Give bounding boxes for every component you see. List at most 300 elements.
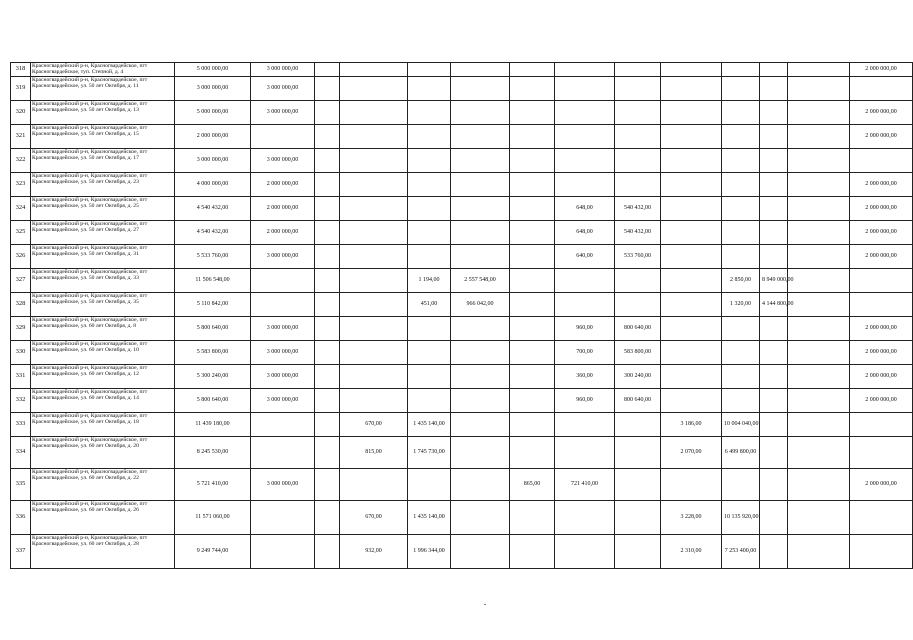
value-cell [451, 197, 510, 221]
value-cell [510, 389, 555, 413]
address-cell: Красногвардейский р-н, Красногвардейское, пгт Красногвардейское, ул. 60 лет Октября, д. 10 [31, 341, 175, 365]
value-cell: 932,00 [340, 535, 408, 569]
value-cell [340, 197, 408, 221]
value-cell [788, 63, 850, 77]
row-number: 318 [11, 63, 31, 77]
value-cell: 3 000 000,00 [251, 469, 315, 501]
value-cell [510, 317, 555, 341]
row-number: 331 [11, 365, 31, 389]
value-cell [850, 269, 913, 293]
table-row [11, 197, 913, 221]
value-cell: 670,00 [340, 413, 408, 437]
address-cell: Красногвардейский р-н, Красногвардейское, пгт Красногвардейское, ул. 50 лет Октября, д. 17 [31, 149, 175, 173]
value-cell [315, 389, 340, 413]
value-cell: 5 800 640,00 [175, 317, 251, 341]
value-cell: 2 557 548,00 [451, 269, 510, 293]
value-cell [850, 501, 913, 535]
value-cell: 300 240,00 [615, 365, 661, 389]
value-cell [315, 197, 340, 221]
value-cell [510, 63, 555, 77]
value-cell [760, 221, 788, 245]
value-cell: 3 000 000,00 [175, 149, 251, 173]
value-cell [661, 389, 722, 413]
table-row [11, 341, 913, 365]
value-cell: 648,00 [555, 197, 615, 221]
table-row [11, 469, 913, 501]
value-cell [510, 365, 555, 389]
value-cell: 800 640,00 [615, 317, 661, 341]
value-cell [408, 389, 451, 413]
value-cell [315, 101, 340, 125]
value-cell: 5 000 000,00 [175, 101, 251, 125]
value-cell: 533 760,00 [615, 245, 661, 269]
value-cell [615, 63, 661, 77]
value-cell [722, 221, 760, 245]
value-cell [722, 341, 760, 365]
value-cell [760, 469, 788, 501]
value-cell [760, 501, 788, 535]
value-cell [850, 293, 913, 317]
table-row [11, 535, 913, 569]
value-cell [788, 221, 850, 245]
value-cell [661, 341, 722, 365]
table-row [11, 245, 913, 269]
value-cell: 1 435 140,00 [408, 413, 451, 437]
value-cell [661, 293, 722, 317]
value-cell [555, 63, 615, 77]
value-cell [340, 101, 408, 125]
table-row [11, 269, 913, 293]
value-cell [615, 437, 661, 469]
value-cell [661, 173, 722, 197]
value-cell [315, 245, 340, 269]
table-row [11, 125, 913, 149]
value-cell [722, 245, 760, 269]
value-cell: 2 000 000,00 [850, 245, 913, 269]
value-cell [850, 149, 913, 173]
value-cell: 8 949 000,00 [760, 269, 788, 293]
value-cell [555, 77, 615, 101]
value-cell: 2 000 000,00 [251, 197, 315, 221]
value-cell [451, 221, 510, 245]
value-cell [661, 77, 722, 101]
value-cell [850, 77, 913, 101]
value-cell: 2 000 000,00 [850, 389, 913, 413]
value-cell [315, 77, 340, 101]
value-cell [451, 469, 510, 501]
value-cell: 4 540 432,00 [175, 197, 251, 221]
address-cell: Красногвардейский р-н, Красногвардейское, пгт Красногвардейское, ул. 60 лет Октября, д. 14 [31, 389, 175, 413]
value-cell [510, 197, 555, 221]
value-cell [850, 413, 913, 437]
value-cell [615, 535, 661, 569]
value-cell: 2 000 000,00 [850, 101, 913, 125]
value-cell [340, 365, 408, 389]
value-cell [315, 469, 340, 501]
value-cell: 3 000 000,00 [251, 389, 315, 413]
row-number: 327 [11, 269, 31, 293]
value-cell: 2 000 000,00 [850, 365, 913, 389]
value-cell [451, 535, 510, 569]
value-cell [788, 293, 850, 317]
value-cell [510, 245, 555, 269]
value-cell: 2 000 000,00 [850, 125, 913, 149]
value-cell [850, 535, 913, 569]
value-cell: 11 571 060,00 [175, 501, 251, 535]
value-cell [451, 501, 510, 535]
value-cell: 5 583 800,00 [175, 341, 251, 365]
value-cell: 640,00 [555, 245, 615, 269]
value-cell [615, 469, 661, 501]
address-cell: Красногвардейский р-н, Красногвардейское, пгт Красногвардейское, ул. 60 лет Октября, д. 22 [31, 469, 175, 501]
value-cell [722, 77, 760, 101]
table-row [11, 317, 913, 341]
value-cell: 2 070,00 [661, 437, 722, 469]
value-cell: 4 540 432,00 [175, 221, 251, 245]
value-cell [615, 413, 661, 437]
value-cell [451, 389, 510, 413]
value-cell [788, 125, 850, 149]
row-number: 321 [11, 125, 31, 149]
value-cell: 3 000 000,00 [175, 77, 251, 101]
value-cell [315, 63, 340, 77]
address-cell: Красногвардейский р-н, Красногвардейское, пгт Красногвардейское, ул. 50 лет Октября, д. 23 [31, 173, 175, 197]
address-cell: Красногвардейский р-н, Красногвардейское, пгт Красногвардейское, ул. 50 лет Октября, д. 25 [31, 197, 175, 221]
value-cell [451, 413, 510, 437]
value-cell [661, 245, 722, 269]
value-cell [451, 245, 510, 269]
row-number: 328 [11, 293, 31, 317]
value-cell [788, 365, 850, 389]
value-cell [251, 437, 315, 469]
value-cell [510, 101, 555, 125]
document-page [10, 62, 897, 569]
table-row [11, 77, 913, 101]
value-cell: 6 499 800,00 [722, 437, 760, 469]
address-cell: Красногвардейский р-н, Красногвардейское, пгт Красногвардейское, ул. 60 лет Октября, д. 18 [31, 413, 175, 437]
value-cell: 5 110 842,00 [175, 293, 251, 317]
value-cell [722, 197, 760, 221]
row-number: 330 [11, 341, 31, 365]
table-body [11, 63, 913, 569]
address-cell: Красногвардейский р-н, Красногвардейское, пгт Красногвардейское, ул. 50 лет Октября, д. 31 [31, 245, 175, 269]
address-cell: Красногвардейский р-н, Красногвардейское, пгт Красногвардейское, туп. Степной, д. 4 [31, 63, 175, 77]
value-cell [510, 125, 555, 149]
value-cell [760, 535, 788, 569]
value-cell [251, 269, 315, 293]
address-cell: Красногвардейский р-н, Красногвардейское, пгт Красногвардейское, ул. 60 лет Октября, д. 26 [31, 501, 175, 535]
value-cell [788, 245, 850, 269]
value-cell [408, 341, 451, 365]
value-cell [788, 197, 850, 221]
value-cell [451, 149, 510, 173]
value-cell [315, 149, 340, 173]
value-cell [408, 125, 451, 149]
scan-speck [484, 604, 486, 605]
value-cell [251, 293, 315, 317]
value-cell [760, 173, 788, 197]
value-cell [555, 173, 615, 197]
value-cell [315, 173, 340, 197]
value-cell: 10 004 040,00 [722, 413, 760, 437]
value-cell [408, 245, 451, 269]
value-cell [661, 469, 722, 501]
value-cell [661, 63, 722, 77]
value-cell: 3 000 000,00 [251, 77, 315, 101]
value-cell: 2 310,00 [661, 535, 722, 569]
value-cell [315, 341, 340, 365]
value-cell: 2 000 000,00 [850, 469, 913, 501]
value-cell [408, 63, 451, 77]
value-cell: 1 745 730,00 [408, 437, 451, 469]
row-number: 335 [11, 469, 31, 501]
table-row [11, 437, 913, 469]
value-cell: 4 000 000,00 [175, 173, 251, 197]
value-cell [661, 269, 722, 293]
value-cell: 2 000 000,00 [251, 221, 315, 245]
value-cell [451, 173, 510, 197]
address-cell: Красногвардейский р-н, Красногвардейское, пгт Красногвардейское, ул. 50 лет Октября, д. 15 [31, 125, 175, 149]
value-cell [760, 63, 788, 77]
value-cell [788, 469, 850, 501]
value-cell [408, 77, 451, 101]
table-row [11, 501, 913, 535]
value-cell [408, 469, 451, 501]
value-cell [788, 501, 850, 535]
value-cell [722, 125, 760, 149]
row-number: 323 [11, 173, 31, 197]
value-cell: 2 850,00 [722, 269, 760, 293]
value-cell [510, 149, 555, 173]
value-cell [788, 535, 850, 569]
value-cell [340, 469, 408, 501]
value-cell: 2 000 000,00 [175, 125, 251, 149]
value-cell [510, 535, 555, 569]
value-cell: 5 800 640,00 [175, 389, 251, 413]
table-row [11, 173, 913, 197]
address-cell: Красногвардейский р-н, Красногвардейское, пгт Красногвардейское, ул. 50 лет Октября, д. 11 [31, 77, 175, 101]
value-cell: 648,00 [555, 221, 615, 245]
value-cell: 540 432,00 [615, 197, 661, 221]
value-cell [788, 389, 850, 413]
row-number: 326 [11, 245, 31, 269]
value-cell: 721 410,00 [555, 469, 615, 501]
value-cell [408, 197, 451, 221]
value-cell: 451,00 [408, 293, 451, 317]
value-cell: 3 000 000,00 [251, 341, 315, 365]
row-number: 333 [11, 413, 31, 437]
value-cell [788, 437, 850, 469]
address-cell: Красногвардейский р-н, Красногвардейское, пгт Красногвардейское, ул. 60 лет Октября, д. 20 [31, 437, 175, 469]
value-cell: 7 253 400,00 [722, 535, 760, 569]
value-cell [340, 317, 408, 341]
value-cell [510, 293, 555, 317]
value-cell [451, 341, 510, 365]
value-cell: 1 435 140,00 [408, 501, 451, 535]
value-cell: 3 000 000,00 [251, 149, 315, 173]
value-cell [555, 125, 615, 149]
value-cell [451, 365, 510, 389]
row-number: 329 [11, 317, 31, 341]
row-number: 325 [11, 221, 31, 245]
value-cell [661, 317, 722, 341]
value-cell: 3 000 000,00 [251, 63, 315, 77]
value-cell [315, 501, 340, 535]
value-cell [722, 63, 760, 77]
works-table [10, 62, 913, 569]
value-cell: 10 135 920,00 [722, 501, 760, 535]
value-cell: 1 320,00 [722, 293, 760, 317]
value-cell: 540 432,00 [615, 221, 661, 245]
value-cell [760, 413, 788, 437]
value-cell [340, 221, 408, 245]
value-cell [315, 293, 340, 317]
value-cell [408, 317, 451, 341]
value-cell [615, 101, 661, 125]
value-cell [661, 197, 722, 221]
value-cell [760, 101, 788, 125]
value-cell: 5 721 410,00 [175, 469, 251, 501]
value-cell [340, 245, 408, 269]
value-cell [760, 245, 788, 269]
value-cell [661, 365, 722, 389]
value-cell [760, 365, 788, 389]
value-cell [722, 469, 760, 501]
value-cell: 865,00 [510, 469, 555, 501]
value-cell: 3 000 000,00 [251, 365, 315, 389]
value-cell [315, 125, 340, 149]
value-cell [510, 269, 555, 293]
value-cell [408, 365, 451, 389]
value-cell: 966 042,00 [451, 293, 510, 317]
value-cell [615, 125, 661, 149]
value-cell [555, 293, 615, 317]
value-cell: 8 245 530,00 [175, 437, 251, 469]
value-cell [451, 101, 510, 125]
value-cell [510, 173, 555, 197]
value-cell [451, 125, 510, 149]
value-cell [251, 535, 315, 569]
value-cell [451, 437, 510, 469]
value-cell [615, 293, 661, 317]
value-cell [451, 63, 510, 77]
value-cell: 700,00 [555, 341, 615, 365]
value-cell [615, 269, 661, 293]
value-cell [722, 101, 760, 125]
value-cell [408, 173, 451, 197]
value-cell [340, 293, 408, 317]
value-cell: 5 533 760,00 [175, 245, 251, 269]
value-cell [251, 501, 315, 535]
value-cell [510, 437, 555, 469]
value-cell [315, 365, 340, 389]
value-cell: 960,00 [555, 317, 615, 341]
value-cell [722, 149, 760, 173]
value-cell: 583 800,00 [615, 341, 661, 365]
value-cell [760, 317, 788, 341]
value-cell [510, 221, 555, 245]
value-cell [788, 77, 850, 101]
value-cell [722, 365, 760, 389]
value-cell [615, 149, 661, 173]
value-cell [722, 317, 760, 341]
value-cell: 2 000 000,00 [251, 173, 315, 197]
value-cell [615, 173, 661, 197]
value-cell: 3 000 000,00 [251, 245, 315, 269]
value-cell [340, 149, 408, 173]
value-cell: 2 000 000,00 [850, 197, 913, 221]
value-cell [722, 173, 760, 197]
value-cell [615, 77, 661, 101]
value-cell [510, 413, 555, 437]
address-cell: Красногвардейский р-н, Красногвардейское, пгт Красногвардейское, ул. 60 лет Октября, д. 28 [31, 535, 175, 569]
table-row [11, 413, 913, 437]
value-cell: 2 000 000,00 [850, 341, 913, 365]
value-cell [661, 101, 722, 125]
value-cell: 3 228,00 [661, 501, 722, 535]
value-cell [760, 77, 788, 101]
table-row [11, 149, 913, 173]
value-cell [340, 341, 408, 365]
value-cell: 4 144 800,00 [760, 293, 788, 317]
value-cell [340, 63, 408, 77]
value-cell [555, 535, 615, 569]
value-cell [340, 389, 408, 413]
table-row [11, 389, 913, 413]
value-cell: 800 640,00 [615, 389, 661, 413]
value-cell: 9 249 744,00 [175, 535, 251, 569]
value-cell [510, 341, 555, 365]
value-cell [760, 437, 788, 469]
value-cell: 815,00 [340, 437, 408, 469]
value-cell [408, 149, 451, 173]
value-cell [510, 77, 555, 101]
value-cell [408, 221, 451, 245]
value-cell [555, 149, 615, 173]
row-number: 337 [11, 535, 31, 569]
row-number: 324 [11, 197, 31, 221]
value-cell: 3 000 000,00 [251, 101, 315, 125]
address-cell: Красногвардейский р-н, Красногвардейское, пгт Красногвардейское, ул. 60 лет Октября, д. 12 [31, 365, 175, 389]
row-number: 319 [11, 77, 31, 101]
value-cell [315, 317, 340, 341]
value-cell [340, 77, 408, 101]
value-cell [760, 389, 788, 413]
value-cell [340, 173, 408, 197]
row-number: 320 [11, 101, 31, 125]
value-cell: 3 000 000,00 [251, 317, 315, 341]
value-cell [555, 269, 615, 293]
value-cell [555, 501, 615, 535]
value-cell [850, 437, 913, 469]
value-cell [760, 149, 788, 173]
row-number: 332 [11, 389, 31, 413]
value-cell [555, 101, 615, 125]
value-cell [760, 125, 788, 149]
value-cell [788, 173, 850, 197]
value-cell [251, 125, 315, 149]
value-cell [315, 269, 340, 293]
value-cell: 1 996 344,00 [408, 535, 451, 569]
value-cell [661, 125, 722, 149]
address-cell: Красногвардейский р-н, Красногвардейское, пгт Красногвардейское, ул. 50 лет Октября, д. 13 [31, 101, 175, 125]
value-cell [451, 317, 510, 341]
value-cell: 2 000 000,00 [850, 63, 913, 77]
value-cell [315, 221, 340, 245]
value-cell [451, 77, 510, 101]
value-cell: 960,00 [555, 389, 615, 413]
value-cell [315, 535, 340, 569]
